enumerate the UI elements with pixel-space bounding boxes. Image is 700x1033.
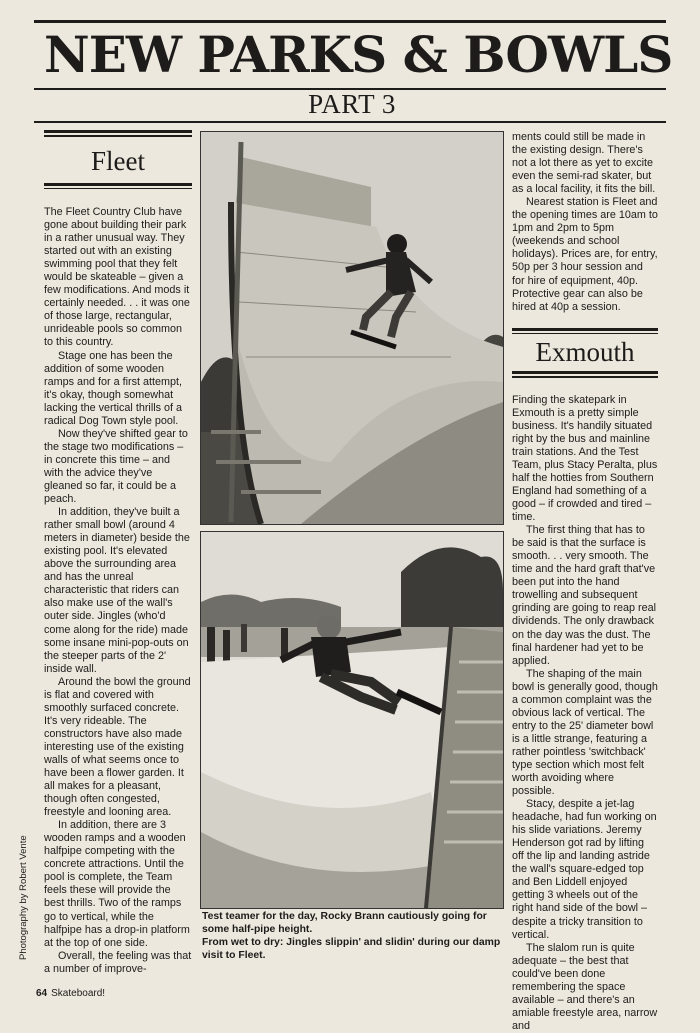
article-paragraph: Stage one has been the addition of some wooden ramps and for a first attempt, it's okay, though somewhat lacking the vertical thrills of a radical Dog Town style pool. [44,349,183,427]
section-rule [44,135,192,137]
section-rule [44,183,192,186]
article-paragraph: In addition, they've built a rather small bowl (around 4 meters in diameter) beside the existing pool. It's elevated above the surrounding area and has the unreal characteristic that riders can also make use of the wall's outer side. Jingles (who'd come along for the ride) made some insane mini-pop-outs on the steeper parts of the 2' inside wall. [44,506,190,675]
article-paragraph: Finding the skatepark in Exmouth is a pretty simple business. It's handily situated right by the bus and mainline train stations. And the Test Team, plus Stacy Peralta, plus half the hotties from Southern England had something of a good – if crowded and tired – time. [512,393,658,524]
fleet-info-paragraph: Nearest station is Fleet and the opening times are 10am to 1pm and 2pm to 5pm (weekends and school holidays). Prices are, for entry, 50p per 3 hour session and for hire of equipment, 40p. Protective gear can also be hired at 40p a session. [512,196,658,313]
photo-halfpipe-skater [200,131,504,525]
top-rule [34,20,666,23]
magazine-name: Skateboard! [51,988,106,999]
page-subtitle: PART 3 [308,89,396,119]
photo-credit: Photography by Robert Vente [18,835,29,960]
photo-captions [202,910,502,962]
page-number: 64 [36,988,48,999]
article-paragraph: The first thing that has to be said is that the surface is smooth. . . very smooth. The time and the hard graft that've been put into the hand trowelling and subsequent grinding are going to reap real dividends. The only drawback on the day was the dust. The final hardener had yet to be applied. [512,524,657,667]
page-title: NEW PARKS & BOWLS [44,25,673,84]
fleet-column [44,130,192,976]
article-paragraph: Around the bowl the ground is flat and covered with smoothly surfaced concrete. It's very rideable. The constructors have also made interesting use of the existing walls of what seems once to have been a flower garden. It all makes for a pleasant, though often congested, freestyle and looning area. [44,675,191,819]
caption-pool: From wet to dry: Jingles slippin' and slidin' during our damp visit to Fleet. [202,937,501,961]
section-rule [44,130,192,133]
article-paragraph: The Fleet Country Club have gone about building their park in a rather unusual way. They started out with an existing swimming pool that they felt would be skateable – given a few modifications. And mods it certainly needed. . . it was one of those large, rectangular, unrideable pools so common to this country. [44,206,190,349]
article-paragraph: The slalom run is quite adequate – the best that could've been done remembering the space available – and there's an amiable freestyle area, narrow and [512,941,658,1032]
subtitle-underline [34,121,666,123]
page-footer [36,988,105,1000]
right-column [512,131,658,1033]
article-paragraph: In addition, there are 3 wooden ramps and a wooden halfpipe competing with the concrete attractions. Until the pool is complete, the Team feels these will provide the best thrills. Two of the ramps go to vertical, while the halfpipe has a drop-in platform at the top of one side. [44,819,190,949]
fleet-heading: Fleet [91,145,145,176]
exmouth-heading: Exmouth [535,337,635,368]
article-paragraph: The shaping of the main bowl is generally good, though a common complaint was the obvious lack of vertical. The entry to the 25' diameter bowl is a little strange, featuring a rather pointless 'switchback' type section which most felt worth avoiding where possible. [512,667,658,798]
article-paragraph: ments could still be made in the existing design. There's not a lot there as yet to excite even the semi-rad skater, but as a local facility, it fits the bill. [512,131,656,196]
article-paragraph: Stacy, despite a jet-lag headache, had fun working on his slide variations. Jeremy Henderson got rad by lifting off the lip and landing astride the wall's square-edged top and Ben Liddell enjoyed getting 3 wheels out of the right hand side of the bowl – despite a tricky transition to vertical. [512,798,657,941]
section-rule [512,328,658,331]
photo-pool-slide [200,531,504,909]
caption-halfpipe: Test teamer for the day, Rocky Brann cautiously going for some half-pipe height. [202,911,487,935]
section-rule [512,333,658,335]
section-rule [512,371,658,374]
article-paragraph: Overall, the feeling was that a number of improve- [44,949,192,975]
article-paragraph: Now they've shifted gear to the stage two modifications – in concrete this time – and with the advice they've gleaned so far, it could be a peach. [44,427,188,506]
